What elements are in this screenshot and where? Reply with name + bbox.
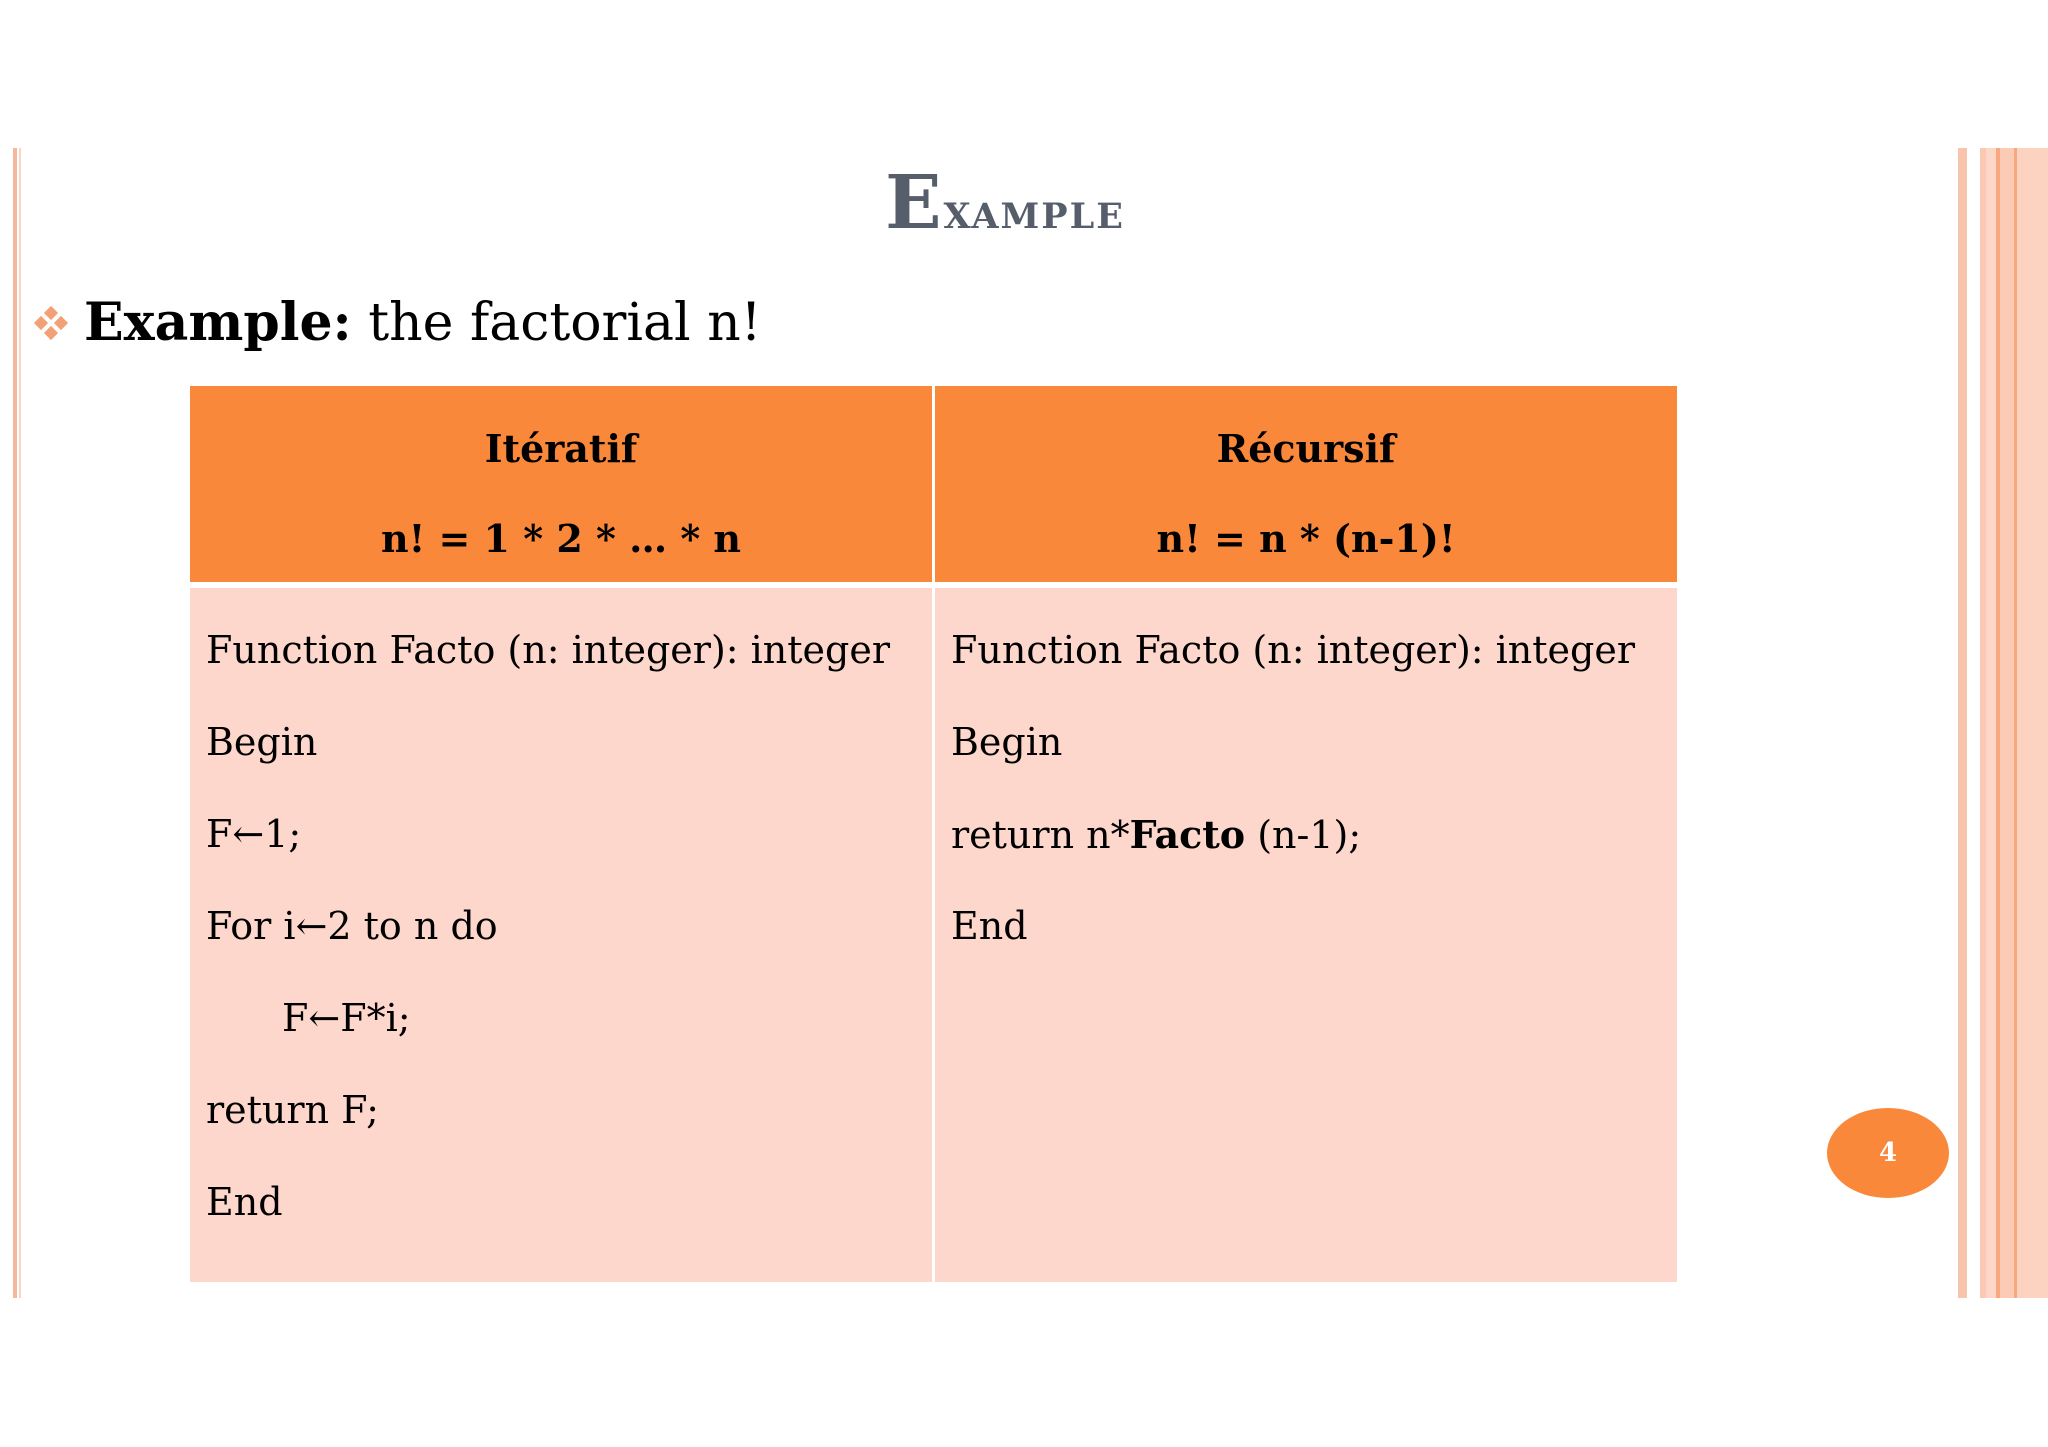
code-line: For i←2 to n do — [206, 904, 498, 948]
code-line: return F; — [206, 1088, 379, 1132]
code-function-name: Facto — [1129, 812, 1246, 857]
bullet-label: Example: — [84, 292, 352, 353]
table-header-row — [190, 386, 1677, 585]
iterative-header — [190, 386, 934, 585]
code-line: Begin — [951, 720, 1063, 764]
recursive-header — [934, 386, 1678, 585]
diamond-bullet-icon — [36, 308, 66, 338]
right-decor-stripe — [1986, 148, 1996, 1298]
slide-title — [0, 160, 2010, 246]
code-line: Function Facto (n: integer): integer — [206, 628, 891, 672]
code-fragment: return n* — [951, 813, 1130, 857]
right-decor-stripe — [1958, 148, 1967, 1298]
table-body-row — [190, 585, 1677, 1282]
comparison-table — [190, 386, 1677, 1282]
bullet-item — [36, 292, 762, 353]
left-decor-line-inner — [19, 148, 21, 1298]
bullet-description: the factorial n! — [351, 293, 762, 353]
code-line: Function Facto (n: integer): integer — [951, 628, 1636, 672]
recursive-formula: n! = n * (n-1)! — [1156, 515, 1456, 561]
slide-title-rest: xample — [943, 181, 1125, 240]
code-line: F←F*i; — [282, 996, 411, 1040]
code-line: F←1; — [206, 812, 302, 856]
code-fragment: (n-1); — [1245, 813, 1362, 857]
page-number: 4 — [1878, 1138, 1898, 1168]
code-line — [951, 812, 1661, 904]
bullet-text — [84, 292, 762, 353]
code-line: Begin — [206, 720, 318, 764]
iterative-formula: n! = 1 * 2 * … * n — [380, 515, 742, 561]
right-decor-stripe — [2000, 148, 2014, 1298]
recursive-code-cell — [934, 585, 1678, 1282]
left-decor-line — [13, 148, 17, 1298]
iterative-heading: Itératif — [484, 426, 638, 471]
right-decor-stripe — [2017, 148, 2048, 1298]
code-line: End — [206, 1180, 283, 1224]
code-line: End — [951, 904, 1028, 948]
slide-title-initial: E — [885, 160, 944, 246]
iterative-code-cell — [190, 585, 934, 1282]
page-number-badge — [1827, 1108, 1949, 1198]
recursive-heading: Récursif — [1216, 426, 1396, 471]
